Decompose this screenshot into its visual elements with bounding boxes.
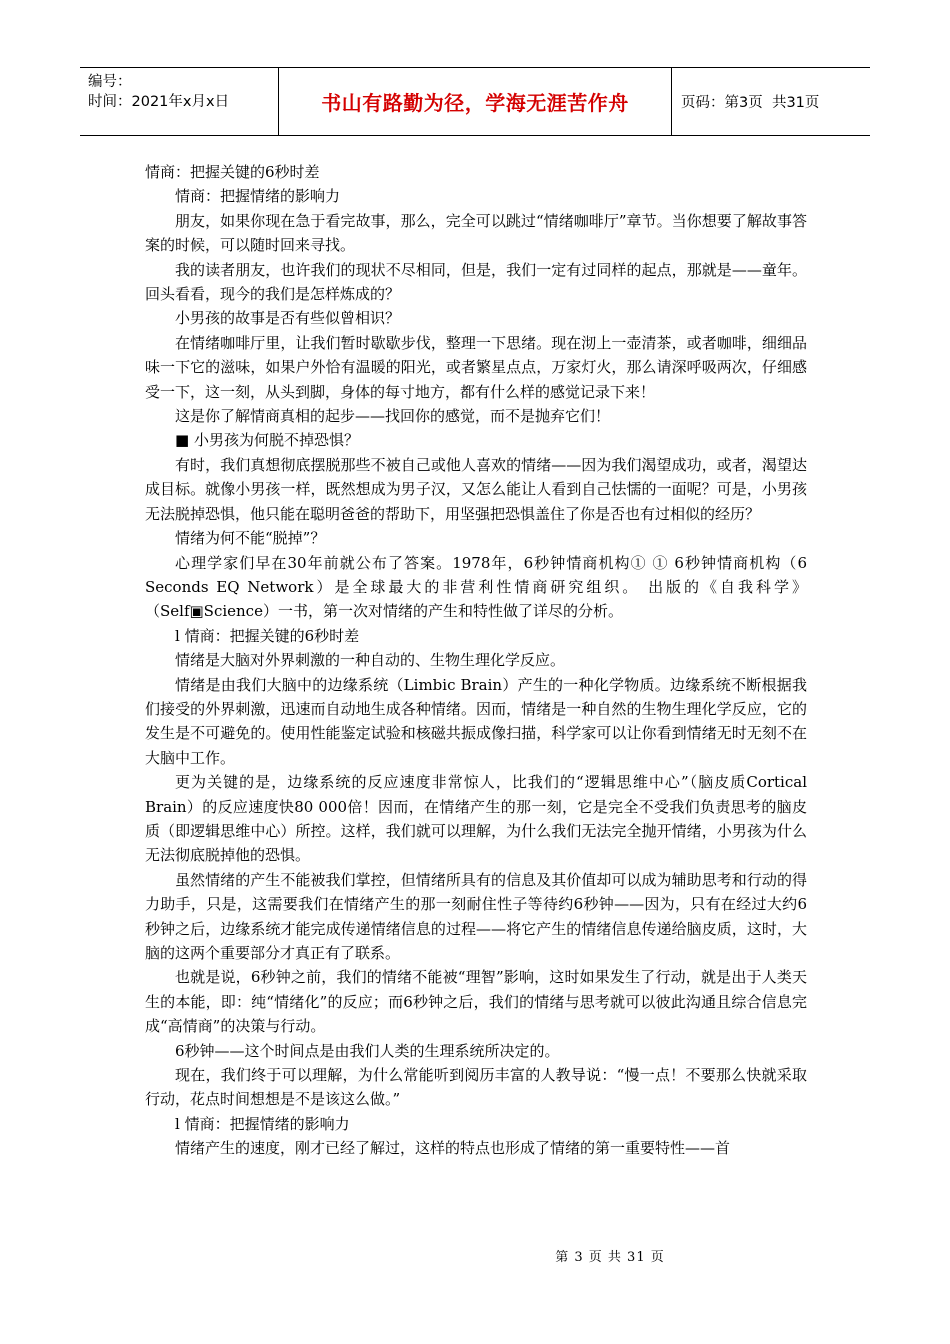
paragraph: 6秒钟——这个时间点是由我们人类的生理系统所决定的。 xyxy=(175,1041,560,1060)
section-heading: l 情商：把握情绪的影响力 xyxy=(175,1114,350,1133)
section-heading: l 情商：把握关键的6秒时差 xyxy=(175,626,360,645)
paragraph: 我的读者朋友，也许我们的现状不尽相同，但是，我们一定有过同样的起点，那就是——童年。回头看看，现今的我们是怎样炼成的？ xyxy=(145,260,807,304)
paragraph: 更为关键的是，边缘系统的反应速度非常惊人，比我们的“逻辑思维中心”（脑皮质Cortical Brain）的反应速度快80 000倍！因而，在情绪产生的那一刻，它是完全不受我们负责思考的脑皮质（即逻辑思维中心）所控。这样，我们就可以理解，为什么我们无法完全抛开情绪，小男孩为什么无法彻底脱掉他的恐惧。 xyxy=(145,773,807,865)
header-page-label: 页码：第3页 共31页 xyxy=(681,95,820,111)
paragraph: 情绪产生的速度，刚才已经了解过，这样的特点也形成了情绪的第一重要特性——首 xyxy=(175,1139,731,1158)
document-body xyxy=(145,160,807,1161)
paragraph: 心理学家们早在30年前就公布了答案。1978年，6秒钟情商机构① ① 6秒钟情商机构（6 Seconds EQ Network）是全球最大的非营利性情商研究组织。 出版的《自我科学》（Self▣Science）一书，第一次对情绪的产生和特性做了详尽的分析。 xyxy=(145,553,807,621)
paragraph: 也就是说，6秒钟之前，我们的情绪不能被“理智”影响，这时如果发生了行动，就是出于人类天生的本能，即：纯“情绪化”的反应；而6秒钟之后，我们的情绪与思考就可以彼此沟通且综合信息完成“高情商”的决策与行动。 xyxy=(145,968,807,1036)
page-footer xyxy=(0,1246,950,1265)
paragraph: 情绪是由我们大脑中的边缘系统（Limbic Brain）产生的一种化学物质。边缘系统不断根据我们接受的外界刺激，迅速而自动地生成各种情绪。因而，情绪是一种自然的生物生理化学反应，它的发生是不可避免的。使用性能鉴定试验和核磁共振成像扫描，科学家可以让你看到情绪无时无刻不在大脑中工作。 xyxy=(145,675,807,767)
section-heading: ■ 小男孩为何脱不掉恐惧？ xyxy=(175,431,359,450)
paragraph: 虽然情绪的产生不能被我们掌控，但情绪所具有的信息及其价值却可以成为辅助思考和行动的得力助手，只是，这需要我们在情绪产生的那一刻耐住性子等待约6秒钟——因为，只有在经过大约6秒钟之后，边缘系统才能完成传递情绪信息的过程——将它产生的情绪信息传递给脑皮质，这时，大脑的这两个重要部分才真正有了联系。 xyxy=(145,870,807,962)
header-motto: 书山有路勤为径，学海无涯苦作舟 xyxy=(279,68,672,135)
document-number-label: 编号： xyxy=(88,74,132,90)
paragraph: 情绪是大脑对外界刺激的一种自动的、生物生理化学反应。 xyxy=(175,651,566,670)
footer-page-number: 第 3 页 共 31 页 xyxy=(555,1250,665,1265)
header-meta xyxy=(80,68,279,135)
header-page-info xyxy=(672,68,870,135)
paragraph: 小男孩的故事是否有些似曾相识？ xyxy=(175,309,401,328)
paragraph: 情绪为何不能“脱掉”？ xyxy=(175,529,326,548)
paragraph: 朋友，如果你现在急于看完故事，那么，完全可以跳过“情绪咖啡厅”章节。当你想要了解故事答案的时候，可以随时回来寻找。 xyxy=(145,211,807,255)
document-date-label: 时间：2021年x月x日 xyxy=(88,94,230,110)
paragraph: 现在，我们终于可以理解，为什么常能听到阅历丰富的人教导说：“慢一点！不要那么快就采取行动，花点时间想想是不是该这么做。” xyxy=(145,1066,807,1109)
paragraph: 情商：把握关键的6秒时差 xyxy=(145,163,320,181)
page-header xyxy=(80,67,870,136)
paragraph: 情商：把握情绪的影响力 xyxy=(175,187,341,206)
paragraph: 有时，我们真想彻底摆脱那些不被自己或他人喜欢的情绪——因为我们渴望成功，或者，渴望达成目标。就像小男孩一样，既然想成为男子汉，又怎么能让人看到自己怯懦的一面呢？可是，小男孩无法脱掉恐惧，他只能在聪明爸爸的帮助下，用坚强把恐惧盖住了你是否也有过相似的经历？ xyxy=(145,455,807,523)
paragraph: 这是你了解情商真相的起步——找回你的感觉，而不是抛弃它们！ xyxy=(175,407,611,426)
paragraph: 在情绪咖啡厅里，让我们暂时歇歇步伐，整理一下思绪。现在沏上一壶清茶，或者咖啡，细细品味一下它的滋味，如果户外恰有温暖的阳光，或者繁星点点，万家灯火，那么请深呼吸两次，仔细感受一下，这一刻，从头到脚，身体的每寸地方，都有什么样的感觉记录下来！ xyxy=(145,333,807,401)
